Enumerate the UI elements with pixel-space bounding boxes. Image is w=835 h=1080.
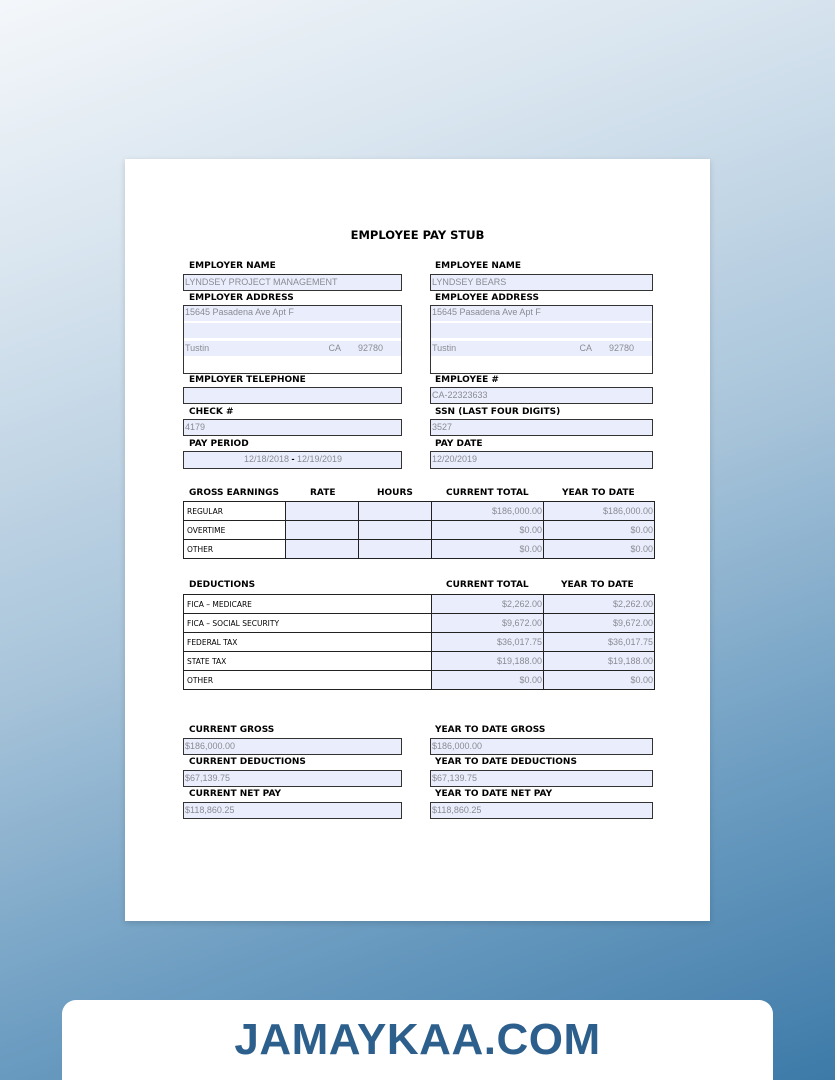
pay-date-label: PAY DATE <box>435 439 483 449</box>
earnings-current-cell[interactable]: $0.00 <box>432 540 544 559</box>
employee-address-label: EMPLOYEE ADDRESS <box>435 293 539 303</box>
employer-city-line <box>184 341 401 356</box>
deduction-row-label: STATE TAX <box>184 652 432 671</box>
employee-address-line2 <box>431 323 652 338</box>
deduction-ytd-cell[interactable]: $19,188.00 <box>544 652 655 671</box>
earnings-rate-cell[interactable] <box>286 540 359 559</box>
employer-name-field[interactable]: LYNDSEY PROJECT MANAGEMENT <box>183 274 402 291</box>
earnings-header-rate: RATE <box>310 488 336 498</box>
deduction-ytd-cell[interactable]: $2,262.00 <box>544 595 655 614</box>
deduction-current-cell[interactable]: $9,672.00 <box>432 614 544 633</box>
current-net-pay-label: CURRENT NET PAY <box>189 789 282 799</box>
earnings-header-current-total: CURRENT TOTAL <box>446 488 529 498</box>
earnings-hours-cell[interactable] <box>359 521 432 540</box>
deduction-current-cell[interactable]: $36,017.75 <box>432 633 544 652</box>
ytd-net-pay-field[interactable]: $118,860.25 <box>430 802 653 819</box>
ytd-net-pay-label: YEAR TO DATE NET PAY <box>435 789 553 799</box>
employee-street: 15645 Pasadena Ave Apt F <box>431 306 652 321</box>
check-number-field[interactable]: 4179 <box>183 419 402 436</box>
earnings-rate-cell[interactable] <box>286 521 359 540</box>
employee-number-field[interactable]: CA-22323633 <box>430 387 653 404</box>
current-gross-label: CURRENT GROSS <box>189 725 275 735</box>
earnings-header-hours: HOURS <box>377 488 413 498</box>
deduction-ytd-cell[interactable]: $0.00 <box>544 671 655 690</box>
table-row <box>184 502 655 521</box>
current-gross-field[interactable]: $186,000.00 <box>183 738 402 755</box>
pay-stub-document <box>125 159 710 921</box>
deduction-row-label: FICA – SOCIAL SECURITY <box>184 614 432 633</box>
earnings-row-label: OTHER <box>184 540 286 559</box>
pay-date-field[interactable]: 12/20/2019 <box>430 451 653 469</box>
deduction-row-label: FICA – MEDICARE <box>184 595 432 614</box>
employer-telephone-field[interactable] <box>183 387 402 404</box>
ytd-deductions-label: YEAR TO DATE DEDUCTIONS <box>435 757 577 767</box>
employer-state: CA <box>328 343 341 353</box>
employer-street: 15645 Pasadena Ave Apt F <box>184 306 401 321</box>
table-row <box>184 595 655 614</box>
deduction-current-cell[interactable]: $0.00 <box>432 671 544 690</box>
ytd-gross-field[interactable]: $186,000.00 <box>430 738 653 755</box>
deduction-current-cell[interactable]: $19,188.00 <box>432 652 544 671</box>
earnings-table <box>183 501 655 559</box>
check-number-label: CHECK # <box>189 407 234 417</box>
employee-number-label: EMPLOYEE # <box>435 375 499 385</box>
earnings-ytd-cell[interactable]: $186,000.00 <box>544 502 655 521</box>
employer-address-field[interactable] <box>183 305 402 374</box>
table-row <box>184 633 655 652</box>
earnings-ytd-cell[interactable]: $0.00 <box>544 540 655 559</box>
document-title: EMPLOYEE PAY STUB <box>350 228 485 242</box>
employer-city: Tustin <box>185 343 210 353</box>
earnings-hours-cell[interactable] <box>359 540 432 559</box>
earnings-hours-cell[interactable] <box>359 502 432 521</box>
deductions-header-label: DEDUCTIONS <box>189 580 256 590</box>
earnings-header-gross: GROSS EARNINGS <box>189 488 279 498</box>
employee-state: CA <box>579 343 592 353</box>
ytd-deductions-field[interactable]: $67,139.75 <box>430 770 653 787</box>
employee-city-line <box>431 341 652 356</box>
pay-period-start: 12/18/2018 <box>243 454 289 464</box>
deduction-ytd-cell[interactable]: $9,672.00 <box>544 614 655 633</box>
current-deductions-field[interactable]: $67,139.75 <box>183 770 402 787</box>
employer-address-line2 <box>184 323 401 338</box>
employer-telephone-label: EMPLOYER TELEPHONE <box>189 375 306 385</box>
earnings-rate-cell[interactable] <box>286 502 359 521</box>
earnings-row-label: REGULAR <box>184 502 286 521</box>
earnings-ytd-cell[interactable]: $0.00 <box>544 521 655 540</box>
employee-name-label: EMPLOYEE NAME <box>435 261 521 271</box>
deductions-table <box>183 594 655 690</box>
table-row <box>184 652 655 671</box>
pay-period-field[interactable] <box>183 451 402 469</box>
deductions-header-current-total: CURRENT TOTAL <box>446 580 529 590</box>
ssn-label: SSN (LAST FOUR DIGITS) <box>435 407 561 417</box>
deduction-current-cell[interactable]: $2,262.00 <box>432 595 544 614</box>
current-net-pay-field[interactable]: $118,860.25 <box>183 802 402 819</box>
earnings-row-label: OVERTIME <box>184 521 286 540</box>
ssn-field[interactable]: 3527 <box>430 419 653 436</box>
table-row <box>184 671 655 690</box>
pay-period-end: 12/19/2019 <box>297 454 343 464</box>
earnings-header-year-to-date: YEAR TO DATE <box>562 488 635 498</box>
deduction-ytd-cell[interactable]: $36,017.75 <box>544 633 655 652</box>
earnings-current-cell[interactable]: $0.00 <box>432 521 544 540</box>
employer-name-label: EMPLOYER NAME <box>189 261 276 271</box>
employee-address-field[interactable] <box>430 305 653 374</box>
employer-address-label: EMPLOYER ADDRESS <box>189 293 294 303</box>
table-row <box>184 540 655 559</box>
employee-zip: 92780 <box>608 343 634 353</box>
ytd-gross-label: YEAR TO DATE GROSS <box>435 725 546 735</box>
employee-name-field[interactable]: LYNDSEY BEARS <box>430 274 653 291</box>
employer-zip: 92780 <box>357 343 383 353</box>
earnings-current-cell[interactable]: $186,000.00 <box>432 502 544 521</box>
deduction-row-label: FEDERAL TAX <box>184 633 432 652</box>
deductions-header-year-to-date: YEAR TO DATE <box>561 580 634 590</box>
employee-city: Tustin <box>432 343 457 353</box>
current-deductions-label: CURRENT DEDUCTIONS <box>189 757 306 767</box>
table-row <box>184 521 655 540</box>
pay-period-label: PAY PERIOD <box>189 439 249 449</box>
table-row <box>184 614 655 633</box>
deduction-row-label: OTHER <box>184 671 432 690</box>
brand-logo-text: JAMAYKAA.COM <box>234 1015 601 1064</box>
pay-period-separator: - <box>291 454 295 464</box>
